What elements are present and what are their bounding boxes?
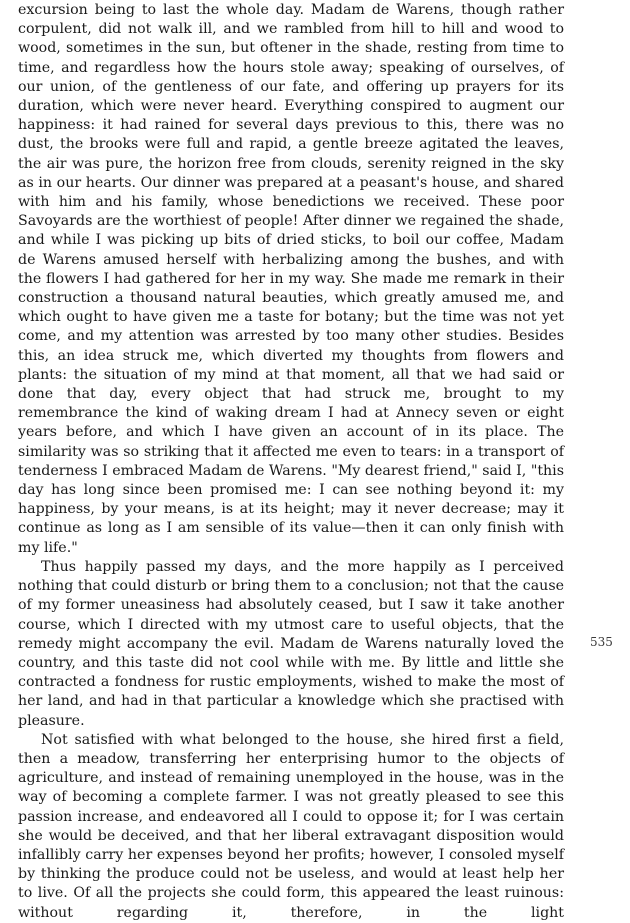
paragraph-not-satisfied: Not satisfied with what belonged to the house, she hired first a field, then a meadow, transferring her enterprising humor to the objects of agriculture, and instead of remaining unemployed in the house, was in the way of becoming a complete farmer. I was not greatly pleased to see this passion increase, and endeavored all I could to oppose it; for I was certain she would be deceived, and that her liberal extravagant disposition would infallibly carry her expenses beyond her profits; however, I consoled myself by thinking the produce could not be useless, and would at least help her to live. Of all the projects she could form, this appeared the least ruinous: without regarding it, therefore, in the light [18,731,564,921]
page-number: 535 [590,635,613,649]
paragraph-thus-happily: Thus happily passed my days, and the more happily as I perceived nothing that could disturb or bring them to a conclusion; not that the cause of my former uneasiness had absolutely ceased, but I saw it take another course, which I directed with my utmost care to useful objects, that the remedy might accompany the evil. Madam de Warens naturally loved the country, and this taste did not cool while with me. By little and little she contracted a fondness for rustic employments, wished to make the most of her land, and had in that particular a knowledge which she practised with pleasure. [18,558,564,729]
text-column [18,1,564,923]
paragraph-continuation: excursion being to last the whole day. Madam de Warens, though rather corpulent, did not walk ill, and we rambled from hill to hill and wood to wood, sometimes in the sun, but oftener in the shade, resting from time to time, and regardless how the hours stole away; speaking of ourselves, of our union, of the gentleness of our fate, and offering up prayers for its duration, which were never heard. Everything conspired to augment our happiness: it had rained for several days previous to this, there was no dust, the brooks were full and rapid, a gentle breeze agitated the leaves, the air was pure, the horizon free from clouds, serenity reigned in the sky as in our hearts. Our dinner was prepared at a peasant's house, and shared with him and his family, whose benedictions we received. These poor Savoyards are the worthiest of people! After dinner we regained the shade, and while I was picking up bits of dried sticks, to boil our coffee, Madam de Warens amused herself with herbalizing among the bushes, and with the flowers I had gathered for her in my way. She made me remark in their construction a thousand natural beauties, which greatly amused me, and which ought to have given me a taste for botany; but the time was not yet come, and my attention was arrested by too many other studies. Besides this, an idea struck me, which diverted my thoughts from flowers and plants: the situation of my mind at that moment, all that we had said or done that day, every object that had struck me, brought to my remembrance the kind of waking dream I had at Annecy seven or eight years before, and which I have given an account of in its place. The similarity was so striking that it affected me even to tears: in a transport of tenderness I embraced Madam de Warens. "My dearest friend," said I, "this day has long since been promised me: I can see nothing beyond it: my happiness, by your means, is at its height; may it never decrease; may it continue as long as I am sensible of its value—then it can only finish with my life." [18,2,564,556]
